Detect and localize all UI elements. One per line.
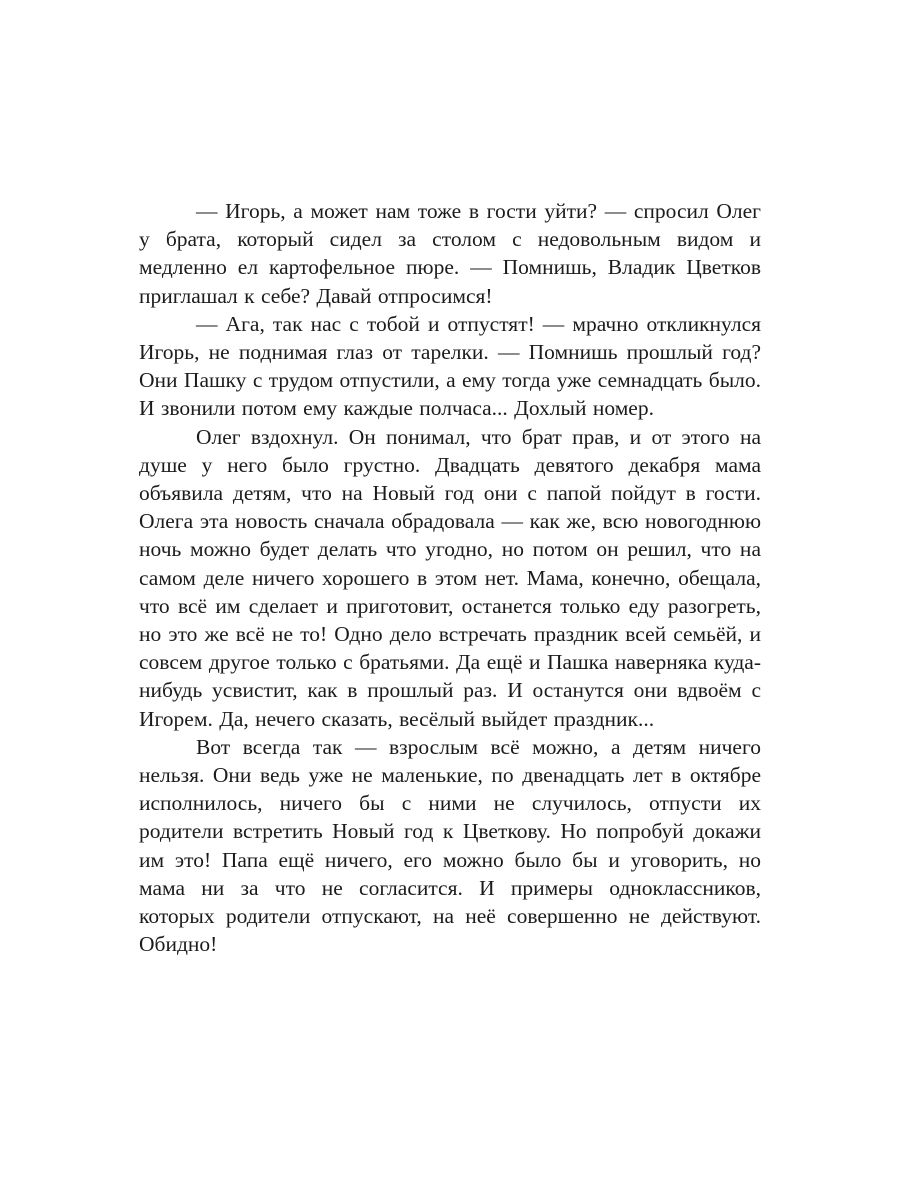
paragraph-2: — Ага, так нас с тобой и отпустят! — мрачно откликнулся Игорь, не поднимая глаз от тарелки. — Помнишь прошлый год? Они Пашку с трудом отпустили, а ему тогда уже семнадцать было. И звонили потом ему каждые полчаса... Дохлый номер. (139, 311, 761, 421)
paragraph-4: Вот всегда так — взрослым всё можно, а детям ничего нельзя. Они ведь уже не маленькие, по двенадцать лет в октябре исполнилось, ничего бы с ними не случилось, отпусти их родители встретить Новый год к Цветкову. Но попробуй докажи им это! Папа ещё ничего, его можно было бы и уговорить, но мама ни за что не согласится. И примеры одноклассников, которых родители отпускают, на неё совершенно не действуют. Обидно! (139, 734, 761, 957)
paragraph-3: Олег вздохнул. Он понимал, что брат прав, и от этого на душе у него было грустно. Двадцать девятого декабря мама объявила детям, что на Новый год они с папой пойдут в гости. Олега эта новость сначала обрадовала — как же, всю новогоднюю ночь можно будет делать что угодно, но потом он решил, что на самом деле ничего хорошего в этом нет. Мама, конечно, обещала, что всё им сделает и приготовит, останется только еду разогреть, но это же всё не то! Одно дело встречать праздник всей семьёй, и совсем другое только с братьями. Да ещё и Пашка наверняка куда-нибудь усвистит, как в прошлый раз. И останутся они вдвоём с Игорем. Да, нечего сказать, весёлый выйдет праздник... (139, 424, 761, 731)
paragraph-1: — Игорь, а может нам тоже в гости уйти? — спросил Олег у брата, который сидел за столом с недовольным видом и медленно ел картофельное пюре. — Помнишь, Владик Цветков приглашал к себе? Давай отпросимся! (139, 199, 761, 308)
page-text (139, 197, 761, 958)
